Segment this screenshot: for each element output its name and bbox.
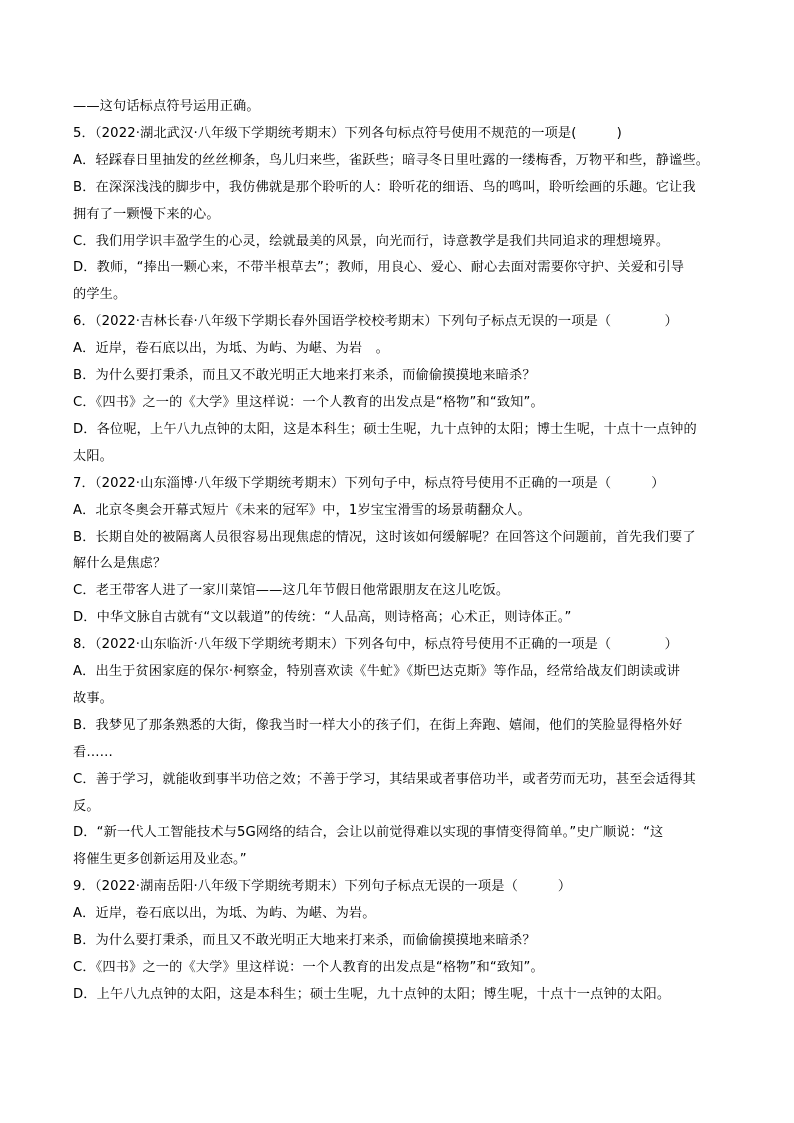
question-5-option-b: B．在深深浅浅的脚步中，我仿佛就是那个聆听的人：聆听花的细语、鸟的鸣叫，聆听绘画的乐趣。它让我 bbox=[73, 179, 696, 195]
question-8-option-b-cont: 看…… bbox=[73, 744, 114, 760]
question-9-option-a: A．近岸，卷石底以出，为坻、为屿、为嵁、为岩。 bbox=[73, 906, 376, 922]
question-5-option-d-cont: 的学生。 bbox=[73, 287, 127, 303]
question-9-stem: 9．（2022·湖南岳阳·八年级下学期统考期末）下列句子标点无误的一项是（ ） bbox=[73, 879, 572, 895]
question-list bbox=[73, 94, 733, 1009]
question-9-option-c: C．《四书》之一的《大学》里这样说：一个人教育的出发点是“格物”和“致知”。 bbox=[73, 960, 544, 975]
question-8-option-c: C．善于学习，就能收到事半功倍之效；不善于学习，其结果或者事倍功半，或者劳而无功，甚至会适得其 bbox=[73, 771, 696, 787]
question-9-option-d: D．上午八九点钟的太阳，这是本科生；硕士生呢，九十点钟的太阳；博生呢，十点十一点钟的太阳。 bbox=[73, 986, 671, 1002]
question-7-stem: 7．（2022·山东淄博·八年级下学期统考期末）下列句子中，标点符号使用不正确的一项是（ ） bbox=[73, 475, 665, 491]
question-5-option-b-cont: 拥有了一颗慢下来的心。 bbox=[73, 206, 220, 222]
question-5-stem: 5．（2022·湖北武汉·八年级下学期统考期末）下列各句标点符号使用不规范的一项是( ) bbox=[73, 125, 622, 141]
question-6-option-b: B．为什么要打秉杀，而且又不敢光明正大地来打来杀，而偷偷摸摸地来暗杀？ bbox=[73, 368, 536, 384]
question-8-option-c-cont: 反。 bbox=[73, 798, 100, 814]
question-8-option-b: B．我梦见了那条熟悉的大街，像我当时一样大小的孩子们，在街上奔跑、嬉闹，他们的笑脸显得格外好 bbox=[73, 717, 683, 733]
question-6-option-a: A．近岸，卷石底以出，为坻、为屿、为嵁、为岩 。 bbox=[73, 341, 389, 357]
continuation-line: ——这句话标点符号运用正确。 bbox=[73, 99, 260, 114]
question-7-option-a: A．北京冬奥会开幕式短片《未来的冠军》中，1岁宝宝滑雪的场景萌翻众人。 bbox=[73, 502, 531, 518]
question-6-stem: 6．（2022·吉林长春·八年级下学期长春外国语学校校考期末）下列句子标点无误的一项是（ ） bbox=[73, 314, 678, 330]
question-7-option-b: B．长期自处的被隔离人员很容易出现焦虑的情况，这时该如何缓解呢？在回答这个问题前，首先我们要了 bbox=[73, 529, 696, 545]
question-5-option-c: C．我们用学识丰盈学生的心灵，绘就最美的风景，向光而行，诗意教学是我们共同追求的理想境界。 bbox=[73, 233, 670, 249]
question-8-option-a-cont: 故事。 bbox=[73, 690, 114, 706]
question-8-option-a: A．出生于贫困家庭的保尔·柯察金，特别喜欢读《牛虻》《斯巴达克斯》等作品，经常给战友们朗读或讲 bbox=[73, 664, 681, 680]
question-8-stem: 8．（2022·山东临沂·八年级下学期统考期末）下列各句中，标点符号使用不正确的一项是（ ） bbox=[73, 637, 678, 653]
question-7-option-d: D．中华文脉自古就有“文以载道”的传统：“人品高，则诗格高；心术正，则诗体正。” bbox=[73, 610, 572, 626]
question-8-option-d-cont: 将催生更多创新运用及业态。” bbox=[73, 852, 247, 868]
question-9-option-b: B．为什么要打秉杀，而且又不敢光明正大地来打来杀，而偷偷摸摸地来暗杀？ bbox=[73, 933, 536, 949]
question-6-option-c: C．《四书》之一的《大学》里这样说：一个人教育的出发点是“格物”和“致知”。 bbox=[73, 394, 544, 410]
question-7-option-c: C．老王带客人进了一家川菜馆——这几年节假日他常跟朋友在这儿吃饭。 bbox=[73, 583, 510, 599]
question-6-option-d: D．各位呢，上午八九点钟的太阳，这是本科生；硕士生呢，九十点钟的太阳；博士生呢，十点十一点钟的 bbox=[73, 421, 697, 437]
question-5-option-d: D．教师，“捧出一颗心来，不带半根草去”；教师，用良心、爱心、耐心去面对需要你守护、关爱和引导 bbox=[73, 260, 685, 276]
question-7-option-b-cont: 解什么是焦虑？ bbox=[73, 556, 167, 572]
question-8-option-d: D．“新一代人工智能技术与5G网络的结合，会让以前觉得难以实现的事情变得简单。”史广顺说：“这 bbox=[73, 825, 664, 841]
question-6-option-d-cont: 太阳。 bbox=[73, 448, 114, 464]
question-5-option-a: A．轻踩春日里抽发的丝丝柳条，鸟儿归来些，雀跃些；暗寻冬日里吐露的一缕梅香，万物平和些，静谧些。 bbox=[73, 152, 710, 168]
